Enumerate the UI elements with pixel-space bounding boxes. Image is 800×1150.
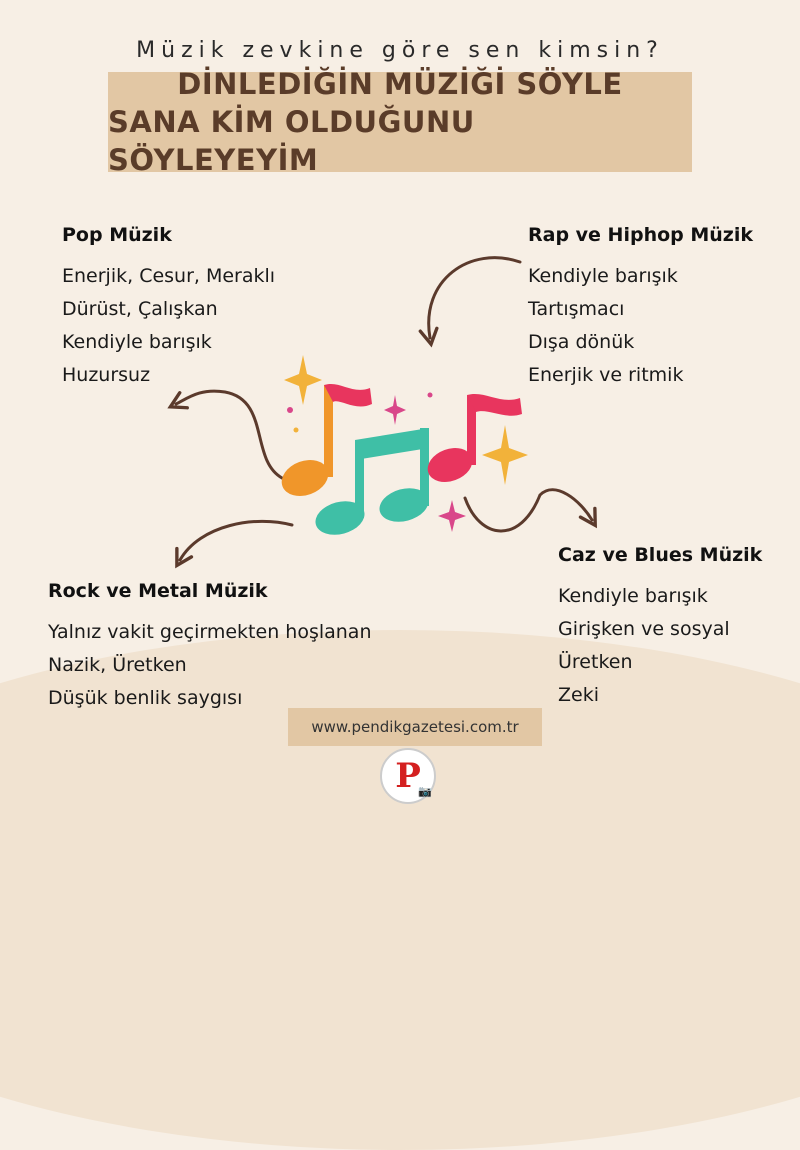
genre-pop-title: Pop Müzik: [62, 224, 172, 246]
camera-icon: 📷: [418, 785, 432, 798]
sparkle-dot: [294, 428, 299, 433]
genre-rap-traits: [528, 260, 753, 392]
trait-item: Kendiyle barışık: [558, 585, 708, 607]
curved-arrow-icon: [176, 391, 282, 478]
genre-pop: [62, 224, 275, 392]
curved-arrow-icon: [429, 258, 520, 338]
page-subtitle: Müzik zevkine göre sen kimsin?: [136, 38, 664, 63]
sparkle-dot: [287, 407, 293, 413]
genre-rap: [528, 224, 753, 392]
genre-rock-traits: [48, 616, 372, 715]
genre-caz: [558, 544, 762, 712]
genre-rock-title: Rock ve Metal Müzik: [48, 580, 268, 602]
sparkle-dot: [428, 393, 433, 398]
genre-rock: [48, 580, 372, 715]
sparkle-icon: [482, 425, 528, 485]
trait-item: Düşük benlik saygısı: [48, 687, 243, 709]
trait-item: Zeki: [558, 684, 599, 706]
trait-item: Enerjik ve ritmik: [528, 364, 684, 386]
trait-item: Yalnız vakit geçirmekten hoşlanan: [48, 621, 372, 643]
website-url[interactable]: www.pendikgazetesi.com.tr: [288, 708, 542, 746]
logo-letter: P: [395, 756, 421, 796]
trait-item: Kendiyle barışık: [528, 265, 678, 287]
trait-item: Üretken: [558, 651, 633, 673]
curved-arrow-icon: [180, 521, 292, 560]
trait-item: Kendiyle barışık: [62, 331, 212, 353]
trait-item: Tartışmacı: [528, 298, 625, 320]
brand-logo: [380, 748, 436, 804]
genre-caz-traits: [558, 580, 762, 712]
trait-item: Nazik, Üretken: [48, 654, 187, 676]
sparkle-icon: [438, 500, 466, 532]
trait-item: Enerjik, Cesur, Meraklı: [62, 265, 276, 287]
sparkle-icon: [384, 395, 406, 425]
genre-pop-traits: [62, 260, 275, 392]
genre-caz-title: Caz ve Blues Müzik: [558, 544, 763, 566]
trait-item: Huzursuz: [62, 364, 151, 386]
title-line-2: SANA KİM OLDUĞUNU SÖYLEYEYİM: [108, 105, 475, 177]
genre-rap-title: Rap ve Hiphop Müzik: [528, 224, 754, 246]
trait-item: Dürüst, Çalışkan: [62, 298, 218, 320]
curved-arrow-icon: [465, 490, 592, 531]
trait-item: Girişken ve sosyal: [558, 618, 730, 640]
sparkle-icon: [284, 355, 322, 405]
title-line-1: DİNLEDİĞİN MÜZİĞİ SÖYLE: [177, 67, 623, 101]
trait-item: Dışa dönük: [528, 331, 635, 353]
